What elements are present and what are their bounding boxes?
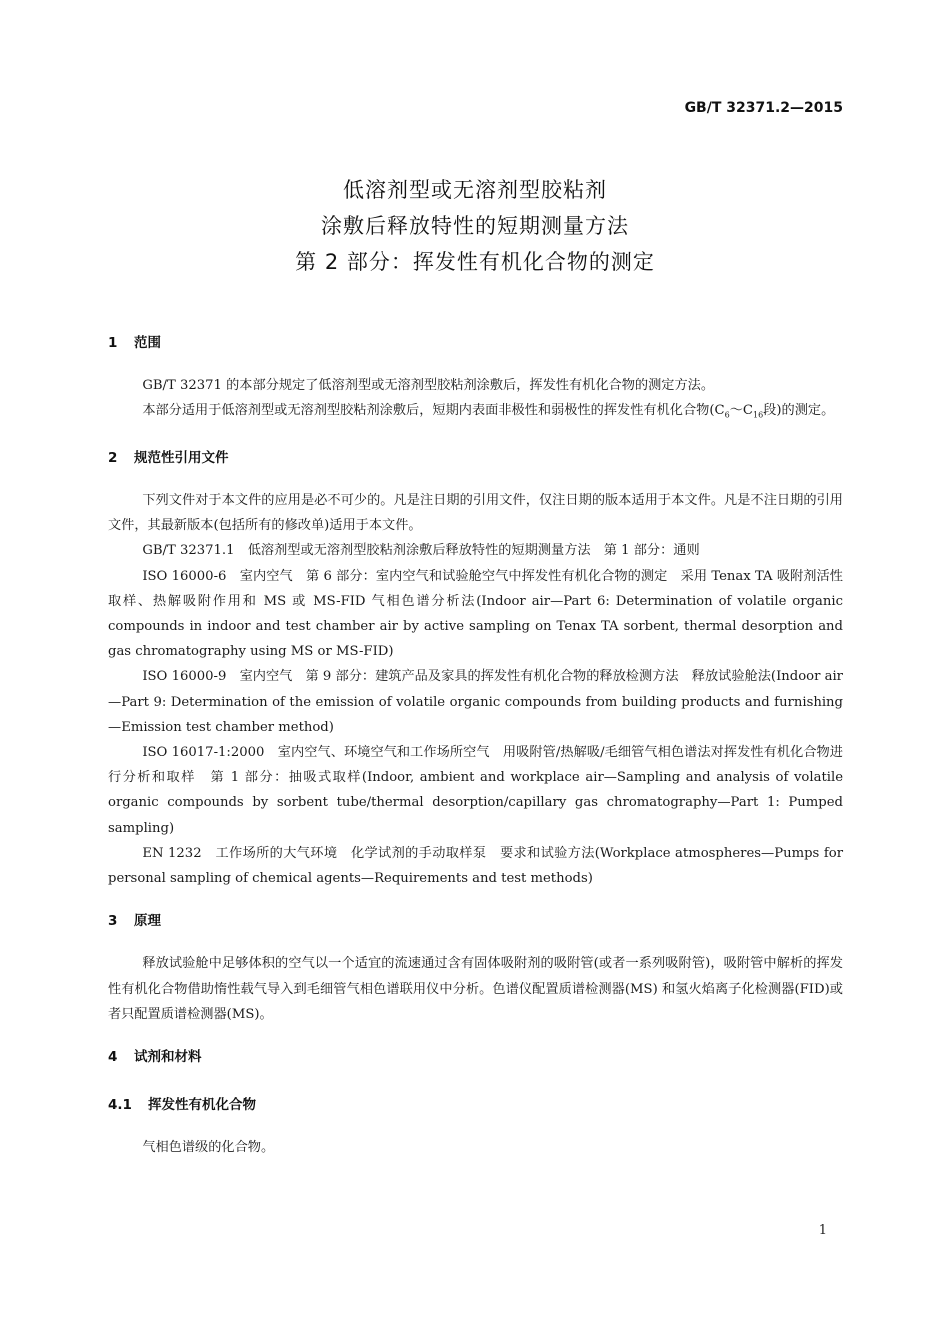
scope-paragraph-2: 本部分适用于低溶剂型或无溶剂型胶粘剂涂敷后，短期内表面非极性和弱极性的挥发性有机化合物($C_6\sim C_{16}$段)的测定。 (142, 403, 835, 420)
title-line-3: 第 2 部分：挥发性有机化合物的测定 (295, 250, 655, 274)
section-2-heading (108, 440, 843, 476)
section-1-heading (108, 325, 843, 361)
reference-item: ISO 16000-9 室内空气 第 9 部分：建筑产品及家具的挥发性有机化合物的释放检测方法 释放试验舱法(Indoor air—Part 9: Determination of the emission of volatile organic compounds from building products and furnishing—Emission test chamber method) (108, 669, 843, 735)
reference-item: GB/T 32371.1 低溶剂型或无溶剂型胶粘剂涂敷后释放特性的短期测量方法 第 1 部分：通则 (142, 543, 700, 559)
title-line-1: 低溶剂型或无溶剂型胶粘剂 (343, 178, 607, 202)
title-line-2: 涂敷后释放特性的短期测量方法 (321, 214, 629, 238)
page-number: 1 (818, 1223, 827, 1238)
section-title: 规范性引用文件 (134, 450, 229, 467)
subsection-number: 4.1 (108, 1096, 132, 1113)
references-intro: 下列文件对于本文件的应用是必不可少的。凡是注日期的引用文件，仅注日期的版本适用于本文件。凡是不注日期的引用文件，其最新版本(包括所有的修改单)适用于本文件。 (108, 493, 843, 534)
section-number: 2 (108, 450, 118, 467)
section-title: 范围 (134, 335, 161, 351)
section-4-heading (108, 1039, 843, 1075)
reference-item: ISO 16000-6 室内空气 第 6 部分：室内空气和试验舱空气中挥发性有机化合物的测定 采用 Tenax TA 吸附剂活性取样、热解吸附作用和 MS 或 MS-FID 气相色谱分析法(Indoor air—Part 6: Determination of volatile organic compounds in indoor and test chamber air by active sampling on Tenax TA sorbent, thermal desorption and gas chromatography using MS or MS-FID) (108, 568, 843, 660)
section-3-heading (108, 903, 843, 939)
scope-paragraph-1: GB/T 32371 的本部分规定了低溶剂型或无溶剂型胶粘剂涂敷后，挥发性有机化合物的测定方法。 (142, 378, 715, 393)
standard-code: GB/T 32371.2—2015 (684, 100, 843, 116)
document-body (108, 325, 843, 1160)
subsection-title: 挥发性有机化合物 (148, 1096, 256, 1113)
reference-item: EN 1232 工作场所的大气环境 化学试剂的手动取样泵 要求和试验方法(Workplace atmospheres—Pumps for personal sampling of chemical agents—Requirements and test methods) (108, 845, 843, 887)
section-title: 试剂和材料 (134, 1048, 202, 1065)
section-number: 1 (108, 335, 118, 351)
document-title (0, 172, 950, 280)
section-number: 3 (108, 913, 118, 930)
section-number: 4 (108, 1048, 118, 1065)
reference-item: ISO 16017-1:2000 室内空气、环境空气和工作场所空气 用吸附管/热解吸/毛细管气相色谱法对挥发性有机化合物进行分析和取样 第 1 部分：抽吸式取样(Indoor, ambient and workplace air—Sampling and analysis of volatile organic compounds by sorbent tube/thermal desorption/capillary gas chromatography—Part 1: Pumped sampling) (108, 745, 843, 836)
section-4-1-heading (108, 1087, 843, 1123)
reagents-paragraph: 气相色谱级的化合物。 (142, 1139, 275, 1155)
principle-paragraph: 释放试验舱中足够体积的空气以一个适宜的流速通过含有固体吸附剂的吸附管(或者一系列吸附管)，吸附管中解析的挥发性有机化合物借助惰性载气导入到毛细管气相色谱联用仪中分析。色谱仪配置质谱检测器(MS) 和氢火焰离子化检测器(FID)或者只配置质谱检测器(MS)。 (108, 956, 843, 1022)
section-title: 原理 (134, 913, 161, 930)
